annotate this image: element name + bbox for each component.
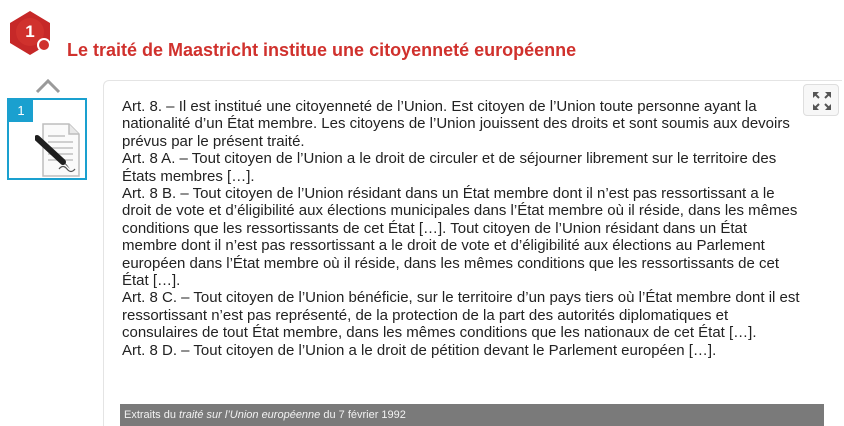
document-text xyxy=(122,98,802,359)
caption-work: traité sur l’Union européenne xyxy=(179,409,321,421)
article-8d: Art. 8 D. – Tout citoyen de l’Union a le droit de pétition devant le Parlement européen […]. xyxy=(122,341,717,359)
badge-number: 1 xyxy=(25,22,35,41)
caption-prefix: Extraits du xyxy=(124,409,180,421)
page-title: Le traité de Maastricht institue une citoyenneté européenne xyxy=(67,40,577,60)
caption-suffix: du 7 février 1992 xyxy=(320,409,406,421)
document-number-badge xyxy=(6,9,54,57)
article-8b: Art. 8 B. – Tout citoyen de l’Union résidant dans un État membre dont il n’est pas ressortissant a le droit de vote et d’éligibilité aux élections municipales dans l’État membre où il réside, dans les mêmes conditions que les ressortissants de cet État […]. Tout citoyen de l’Union résidant dans un État membre dont il n’est pas ressortissant a le droit de vote et d’éligibilité aux élections au Parlement européen dans l’État membre où il réside, dans les mêmes conditions que les ressortissants de cet État […]. xyxy=(122,185,798,290)
document-thumbnail[interactable] xyxy=(7,98,87,180)
article-8a: Art. 8 A. – Tout citoyen de l’Union a le droit de circuler et de séjourner librement sur le territoire des États membres […]. xyxy=(122,150,777,185)
article-8: Art. 8. – Il est institué une citoyenneté de l’Union. Est citoyen de l’Union toute personne ayant la nationalité d’un État membre. Les citoyens de l’Union jouissent des droits et sont soumis aux devoirs prévus par le présent traité. xyxy=(122,98,790,150)
expand-icon[interactable] xyxy=(803,84,839,116)
chevron-up-icon[interactable] xyxy=(35,78,61,94)
article-8c: Art. 8 C. – Tout citoyen de l’Union bénéficie, sur le territoire d’un pays tiers où l’État membre dont il est ressortissant n’est pas représenté, de la protection de la part des autorités diplomatiques et consulaires de tout État membre, dans les mêmes conditions que les nationaux de cet État […]. xyxy=(122,289,800,342)
thumbnail-number: 1 xyxy=(9,100,33,122)
source-caption xyxy=(120,404,824,426)
document-pen-icon xyxy=(35,122,83,178)
